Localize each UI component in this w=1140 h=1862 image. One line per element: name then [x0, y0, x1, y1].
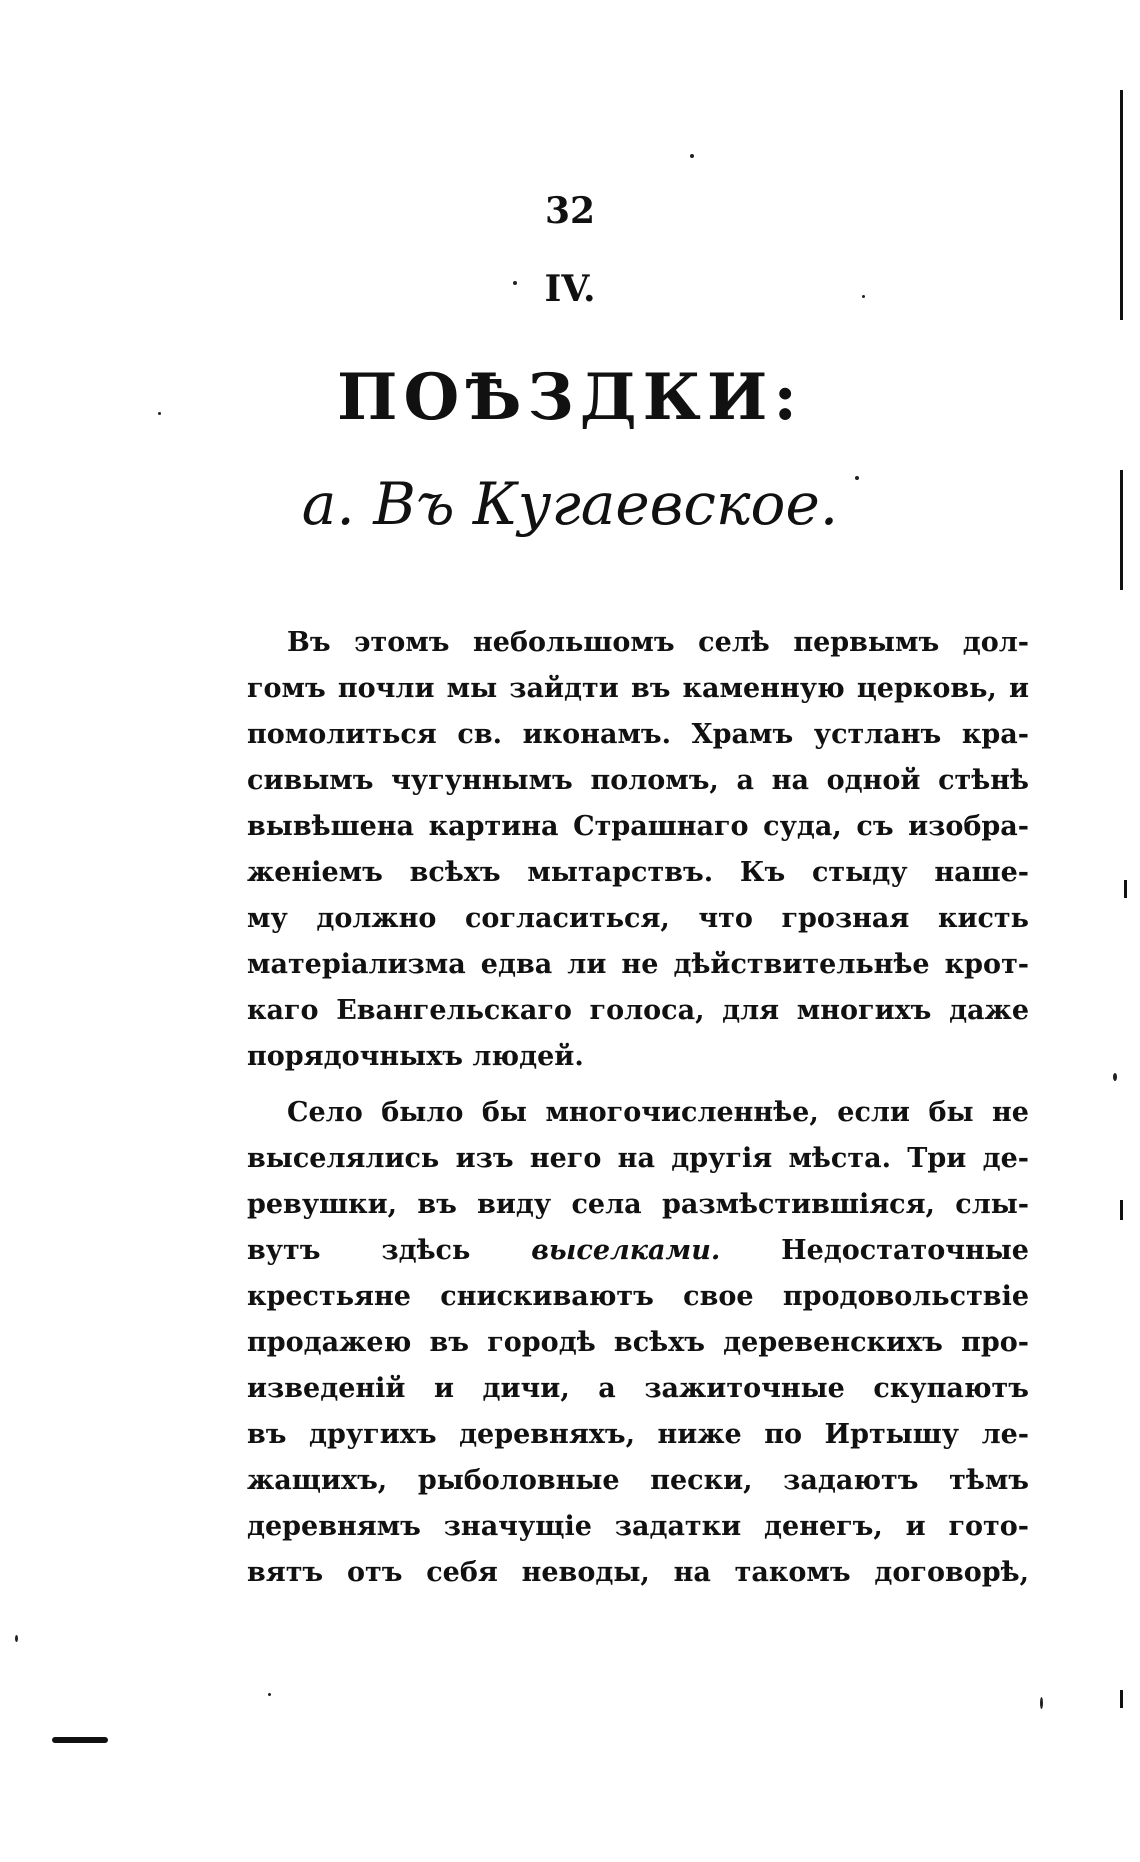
text-line: выселялись изъ него на другія мѣста. Три де-	[247, 1143, 1029, 1174]
text-line: Село было бы многочисленнѣе, если бы не	[287, 1097, 1029, 1128]
section-number: IV.	[544, 268, 596, 310]
paragraph-2	[247, 1090, 1029, 1596]
italic-word: выселками.	[531, 1235, 721, 1266]
scan-smudge	[52, 1737, 108, 1743]
text-line: деревнямъ значущіе задатки денегъ, и гото-	[247, 1511, 1029, 1542]
scan-speck	[513, 281, 517, 285]
subtitle: а. Въ Кугаевское.	[301, 470, 839, 538]
text-line: ревушки, въ виду села размѣстившіяся, слы-	[247, 1189, 1029, 1220]
text-line: помолиться св. иконамъ. Храмъ устланъ кра-	[247, 719, 1029, 750]
page-number: 32	[544, 190, 596, 232]
text-line: жащихъ, рыболовные пески, задаютъ тѣмъ	[247, 1465, 1029, 1496]
scan-edge-mark	[1120, 1690, 1123, 1708]
chapter-title: ПОѢЗДКИ:	[337, 360, 803, 435]
text-line: женіемъ всѣхъ мытарствъ. Къ стыду наше-	[247, 857, 1029, 888]
text-line-mixed	[247, 1228, 1029, 1274]
text-line: сивымъ чугуннымъ поломъ, а на одной стѣнѣ	[247, 765, 1029, 796]
text-line: му должно согласиться, что грозная кисть	[247, 903, 1029, 934]
scan-edge-mark	[1120, 90, 1123, 320]
scan-speck	[855, 476, 859, 480]
text-line: вывѣшена картина Страшнаго суда, съ изобра-	[247, 811, 1029, 842]
scan-speck	[15, 1635, 18, 1642]
text-line: порядочныхъ людей.	[247, 1041, 584, 1072]
scan-speck	[1113, 1073, 1117, 1081]
scan-speck	[1040, 1697, 1043, 1709]
text-segment: вутъ здѣсь	[247, 1235, 471, 1266]
text-line: продажею въ городѣ всѣхъ деревенскихъ про-	[247, 1327, 1029, 1358]
text-line: Въ этомъ небольшомъ селѣ первымъ дол-	[287, 627, 1029, 658]
body-text	[247, 620, 1029, 1596]
scan-edge-mark	[1120, 1200, 1123, 1220]
scan-speck	[158, 412, 161, 415]
text-line: каго Евангельскаго голоса, для многихъ даже	[247, 995, 1029, 1026]
scan-speck	[268, 1693, 271, 1696]
text-line: гомъ почли мы зайдти въ каменную церковь, и	[247, 673, 1029, 704]
text-line: крестьяне снискиваютъ свое продовольствіе	[247, 1281, 1029, 1312]
scan-speck	[690, 154, 694, 158]
text-line: изведеній и дичи, а зажиточные скупаютъ	[247, 1373, 1029, 1404]
scan-edge-mark	[1120, 470, 1123, 590]
text-line: въ другихъ деревняхъ, ниже по Иртышу ле-	[247, 1419, 1029, 1450]
scan-speck	[862, 295, 865, 298]
paragraph-1	[247, 620, 1029, 1080]
scan-edge-mark	[1124, 880, 1127, 898]
text-segment: Недостаточные	[781, 1235, 1029, 1266]
text-line: матеріализма едва ли не дѣйствительнѣе крот-	[247, 949, 1029, 980]
text-line: вятъ отъ себя неводы, на такомъ договорѣ,	[247, 1557, 1029, 1588]
